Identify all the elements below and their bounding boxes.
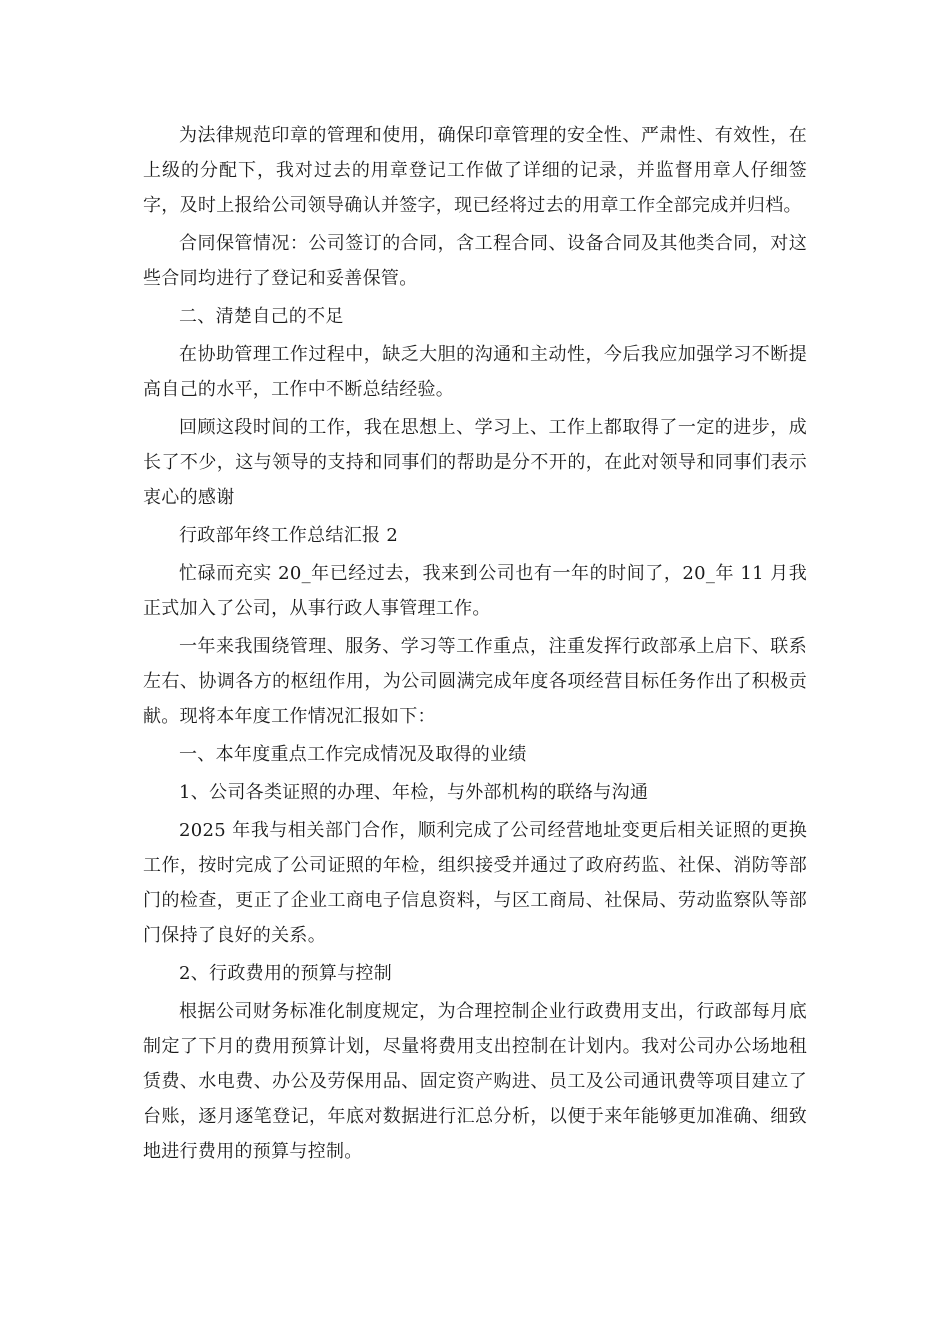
paragraph-intro: 忙碌而充实 20_年已经过去，我来到公司也有一年的时间了，20_年 11 月我正式加入了公司，从事行政人事管理工作。 <box>143 563 807 619</box>
paragraph-contract-custody: 合同保管情况：公司签订的合同，含工程合同、设备合同及其他类合同，对这些合同均进行了登记和妥善保管。 <box>143 233 807 289</box>
document-body <box>143 118 807 1172</box>
paragraph-licenses: 2025 年我与相关部门合作，顺利完成了公司经营地址变更后相关证照的更换工作，按时完成了公司证照的年检，组织接受并通过了政府药监、社保、消防等部门的检查，更正了企业工商电子信息资料，与区工商局、社保局、劳动监察队等部门保持了良好的关系。 <box>143 820 807 946</box>
heading-licenses: 1、公司各类证照的办理、年检，与外部机构的联络与沟通 <box>179 782 649 803</box>
heading-budget: 2、行政费用的预算与控制 <box>179 963 393 984</box>
paragraph-budget: 根据公司财务标准化制度规定，为合理控制企业行政费用支出，行政部每月底制定了下月的费用预算计划，尽量将费用支出控制在计划内。我对公司办公场地租赁费、水电费、办公及劳保用品、固定资产购进、员工及公司通讯费等项目建立了台账，逐月逐笔登记，年底对数据进行汇总分析，以便于来年能够更加准确、细致地进行费用的预算与控制。 <box>143 1001 807 1162</box>
paragraph-seal-management: 为法律规范印章的管理和使用，确保印章管理的安全性、严肃性、有效性，在上级的分配下，我对过去的用章登记工作做了详细的记录，并监督用章人仔细签字，及时上报给公司领导确认并签字，现已经将过去的用章工作全部完成并归档。 <box>143 125 807 216</box>
paragraph-shortcomings: 在协助管理工作过程中，缺乏大胆的沟通和主动性，今后我应加强学习不断提高自己的水平，工作中不断总结经验。 <box>143 344 807 400</box>
paragraph-overview: 一年来我围绕管理、服务、学习等工作重点，注重发挥行政部承上启下、联系左右、协调各方的枢纽作用，为公司圆满完成年度各项经营目标任务作出了积极贡献。现将本年度工作情况汇报如下： <box>143 636 807 727</box>
heading-key-work: 一、本年度重点工作完成情况及取得的业绩 <box>179 744 527 765</box>
paragraph-review-thanks: 回顾这段时间的工作，我在思想上、学习上、工作上都取得了一定的进步，成长了不少，这与领导的支持和同事们的帮助是分不开的，在此对领导和同事们表示衷心的感谢 <box>143 417 807 508</box>
heading-report-2: 行政部年终工作总结汇报 2 <box>179 525 399 546</box>
heading-shortcomings: 二、清楚自己的不足 <box>179 306 344 327</box>
